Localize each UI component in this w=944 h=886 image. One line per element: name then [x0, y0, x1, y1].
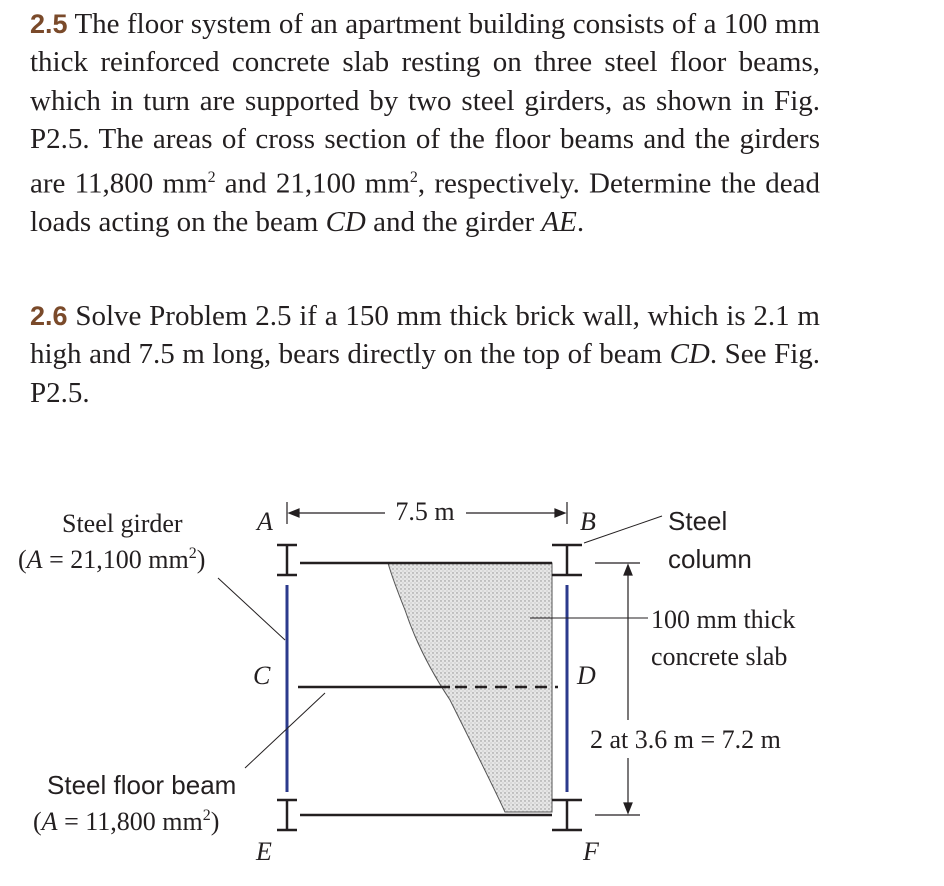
superscript: 2 [207, 168, 216, 186]
problem-text: . [576, 205, 585, 238]
girder-label: Steel girder [62, 509, 183, 538]
problem-number: 2.6 [30, 301, 68, 331]
label-d: D [577, 661, 596, 690]
problem-text: and the girder [365, 205, 542, 238]
girder-area: (A = 21,100 $mm^2$) [18, 545, 206, 574]
problem-text: . See Fig. P2.5. [30, 338, 821, 409]
label-e: E [256, 837, 272, 866]
label-f: F [583, 837, 599, 866]
column-label-1: Steel [668, 506, 728, 536]
member-ref: CD [325, 205, 366, 238]
member-ref: CD [669, 338, 710, 371]
member-ref: AE [541, 205, 577, 238]
problem-text: The floor system of an apartment building consists of a 100 mm thick reinforced concrete slab resting on three steel floor beams, which in turn are supported by two steel girders, as shown in Fig. P2.5. The areas of cross section of the floor beams and the girders are 11,800 mm [30, 8, 820, 200]
column-b [552, 545, 582, 575]
dim-label: 2 at 3.6 m = 7.2 m [590, 725, 781, 754]
column-label-2: column [668, 544, 752, 574]
label-c: C [253, 661, 271, 690]
problem-number: 2.5 [30, 9, 68, 39]
problem-text: and 21,100 mm [215, 167, 410, 200]
column-e [277, 800, 297, 830]
column-f [552, 800, 582, 830]
problem-text: , respectively. Determine the dead loads acting on the beam [30, 167, 820, 238]
label-a: A [257, 507, 273, 536]
superscript: 2 [409, 168, 418, 186]
column-a [277, 545, 297, 575]
beam-label: Steel floor beam [47, 770, 237, 800]
problem-text: Solve Problem 2.5 if a 150 mm thick brick wall, which is 2.1 m high and 7.5 m long, bears directly on the top of beam [30, 300, 820, 371]
slab-label-2: concrete slab [651, 642, 788, 671]
label-b: B [580, 507, 596, 536]
beam-area: (A = 11,800 $mm^2$) [33, 807, 220, 836]
vertical-dimension [595, 563, 640, 815]
span-label: 7.5 m [395, 497, 455, 526]
slab-label-1: 100 mm thick [651, 605, 796, 634]
